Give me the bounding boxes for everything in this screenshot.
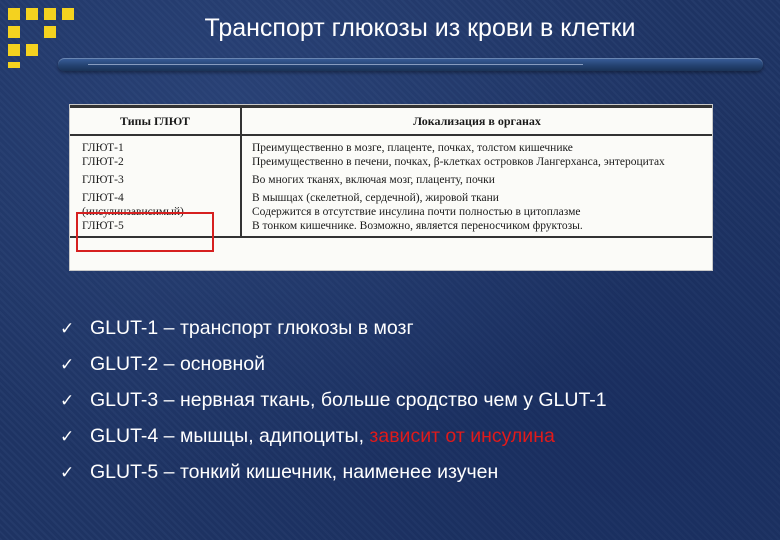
table-cell-type-note: (инсулинзависимый) bbox=[82, 206, 184, 218]
bullet-text: GLUT-5 – тонкий кишечник, наименее изучен bbox=[90, 461, 499, 483]
bullet-text: GLUT-2 – основной bbox=[90, 353, 266, 375]
table-row bbox=[70, 135, 712, 155]
glut-table-image bbox=[70, 105, 712, 270]
checkmark-icon: ✓ bbox=[60, 319, 75, 339]
table-header-types: Типы ГЛЮТ bbox=[70, 107, 241, 136]
title-underline-bar bbox=[58, 58, 763, 71]
list-item bbox=[60, 310, 607, 346]
table-cell-type: ГЛЮТ-1 bbox=[70, 135, 241, 155]
table-cell-location: Во многих тканях, включая мозг, плаценту, почки bbox=[252, 174, 495, 186]
table-cell-location-line: Содержится в отсутствие инсулина почти полностью в цитоплазме bbox=[252, 206, 581, 218]
table-cell-type: ГЛЮТ-2 bbox=[70, 155, 241, 173]
checkmark-icon: ✓ bbox=[60, 391, 75, 411]
checkmark-icon: ✓ bbox=[60, 355, 75, 375]
bullet-text: GLUT-3 – нервная ткань, больше сродство чем у GLUT-1 bbox=[90, 389, 607, 411]
bullet-list bbox=[60, 310, 607, 490]
table-row bbox=[70, 155, 712, 173]
glut4-highlight-box bbox=[76, 212, 214, 252]
bullet-text-highlight: зависит от инсулина bbox=[369, 425, 555, 447]
list-item bbox=[60, 454, 607, 490]
list-item bbox=[60, 418, 607, 454]
slide-title: Транспорт глюкозы из крови в клетки bbox=[204, 14, 636, 42]
table-cell-type: ГЛЮТ-3 bbox=[70, 173, 241, 191]
table-row bbox=[70, 173, 712, 191]
checkmark-icon: ✓ bbox=[60, 427, 75, 447]
list-item bbox=[60, 346, 607, 382]
table-cell-location bbox=[241, 191, 712, 219]
list-item bbox=[60, 382, 607, 418]
table-cell-location-line: В мышцах (скелетной, сердечной), жировой ткани bbox=[252, 192, 499, 204]
bullet-text: GLUT-1 – транспорт глюкозы в мозг bbox=[90, 317, 414, 339]
table-cell-location: В тонком кишечнике. Возможно, является переносчиком фруктозы. bbox=[241, 219, 712, 237]
checkmark-icon: ✓ bbox=[60, 463, 75, 483]
bullet-text: GLUT-4 – мышцы, адипоциты, bbox=[90, 425, 370, 447]
table-cell-location: Преимущественно в мозге, плаценте, почках, толстом кишечнике bbox=[252, 142, 573, 154]
table-cell-type: ГЛЮТ-5 bbox=[70, 219, 241, 237]
table-cell-location: Преимущественно в печени, почках, β-клетках островков Лангерханса, энтероцитах bbox=[252, 156, 665, 168]
table-header-location: Локализация в органах bbox=[241, 107, 712, 136]
table-cell-type-name: ГЛЮТ-4 bbox=[82, 192, 124, 204]
